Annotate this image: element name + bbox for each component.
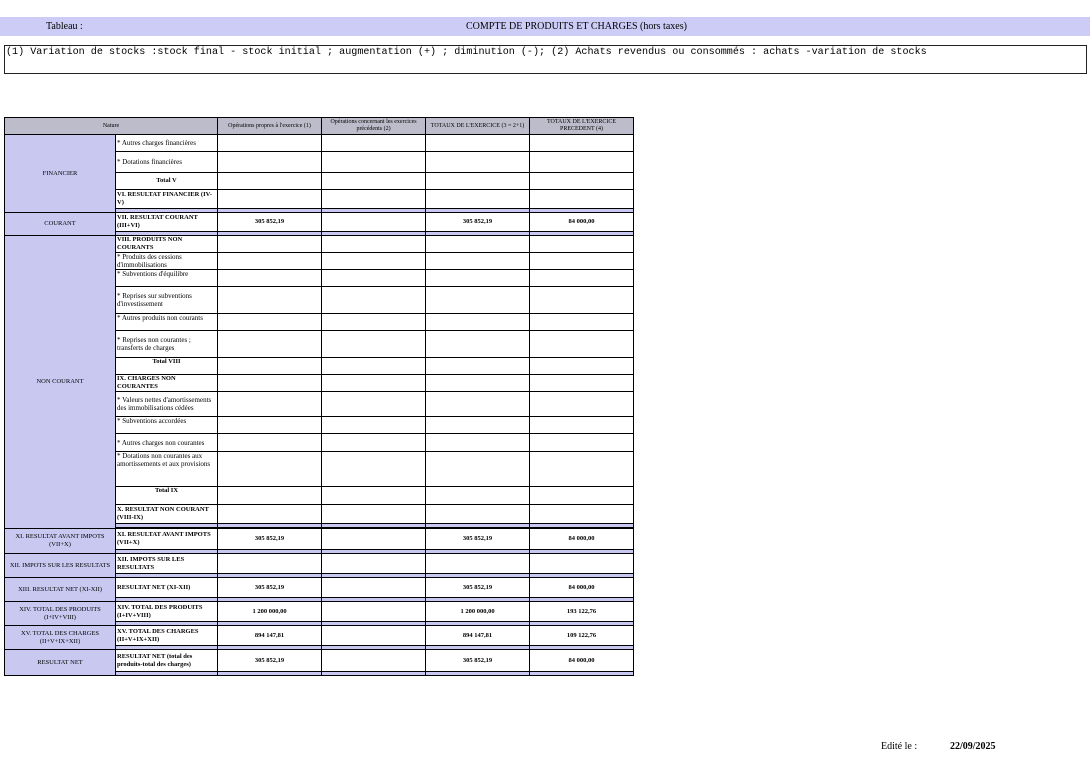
cell-ops[interactable]	[218, 173, 322, 190]
cell-totals[interactable]	[426, 314, 530, 331]
col-header-totals: TOTAUX DE L'EXERCICE (3 = 2+1)	[426, 118, 530, 135]
cell-prev-ops[interactable]	[322, 173, 426, 190]
table-row	[5, 554, 634, 574]
cell-prev-totals[interactable]: 84 000,00	[530, 529, 634, 550]
cell-prev-ops[interactable]	[322, 505, 426, 524]
cell-prev-totals[interactable]: 84 000,00	[530, 650, 634, 672]
row-label: * Dotations financières	[116, 152, 218, 173]
row-label: * Subventions d'équilibre	[116, 270, 218, 287]
cell-ops[interactable]	[218, 253, 322, 270]
row-label: RESULTAT NET (total des produits-total des charges)	[116, 650, 218, 672]
cell-prev-ops[interactable]	[322, 190, 426, 209]
row-label: IX. CHARGES NON COURANTES	[116, 375, 218, 392]
section-non-courant: NON COURANT	[5, 236, 116, 529]
cell-prev-totals[interactable]	[530, 253, 634, 270]
row-label: * Valeurs nettes d'amortissements des immobilisations cédées	[116, 392, 218, 417]
section-courant: COURANT	[5, 213, 116, 236]
row-label: Total VIII	[116, 358, 218, 375]
table-row	[5, 626, 634, 646]
row-label: * Produits des cessions d'immobilisations	[116, 253, 218, 270]
cell-totals[interactable]: 305 852,19	[426, 578, 530, 598]
cell-prev-totals[interactable]	[530, 417, 634, 434]
section-resultat-net: RESULTAT NET	[5, 650, 116, 676]
cell-prev-totals[interactable]	[530, 173, 634, 190]
cell-totals[interactable]	[426, 190, 530, 209]
cell-prev-ops[interactable]	[322, 602, 426, 622]
cell-ops[interactable]	[218, 190, 322, 209]
row-label: * Subventions accordées	[116, 417, 218, 434]
cell-ops[interactable]: 305 852,19	[218, 578, 322, 598]
table-row	[5, 135, 634, 152]
cell-ops[interactable]: 305 852,19	[218, 213, 322, 232]
cell-totals[interactable]	[426, 173, 530, 190]
cell-ops[interactable]	[218, 358, 322, 375]
cell-prev-totals[interactable]: 84 000,00	[530, 213, 634, 232]
cell-ops[interactable]: 305 852,19	[218, 529, 322, 550]
notes-box: (1) Variation de stocks :stock final - stock initial ; augmentation (+) ; diminution (-); (2) Achats revendus ou consommés : achats -variation de stocks	[4, 45, 1087, 74]
cell-prev-totals[interactable]	[530, 270, 634, 287]
cell-ops[interactable]	[218, 392, 322, 417]
cell-prev-ops[interactable]	[322, 650, 426, 672]
cell-prev-totals[interactable]: 84 000,00	[530, 578, 634, 598]
cell-prev-totals[interactable]	[530, 331, 634, 358]
cell-prev-totals[interactable]: 109 122,76	[530, 626, 634, 646]
cell-prev-totals[interactable]	[530, 190, 634, 209]
cell-ops[interactable]: 305 852,19	[218, 650, 322, 672]
cell-ops[interactable]: 894 147,81	[218, 626, 322, 646]
cell-prev-totals[interactable]	[530, 358, 634, 375]
row-label: * Autres produits non courants	[116, 314, 218, 331]
cell-totals[interactable]	[426, 417, 530, 434]
cell-prev-totals[interactable]	[530, 236, 634, 253]
cell-totals[interactable]: 305 852,19	[426, 650, 530, 672]
row-label: * Autres charges financières	[116, 135, 218, 152]
cell-prev-ops[interactable]	[322, 253, 426, 270]
table-header-row	[5, 118, 634, 135]
cell-prev-ops[interactable]	[322, 236, 426, 253]
table-row	[5, 602, 634, 622]
row-label: VII. RESULTAT COURANT (III+VI)	[116, 213, 218, 232]
cell-totals[interactable]	[426, 452, 530, 487]
cell-prev-totals[interactable]	[530, 287, 634, 314]
cell-prev-ops[interactable]	[322, 358, 426, 375]
row-label: XI. RESULTAT AVANT IMPOTS (VII+X)	[116, 529, 218, 550]
cell-totals[interactable]	[426, 358, 530, 375]
cell-ops[interactable]	[218, 417, 322, 434]
cell-prev-totals[interactable]	[530, 505, 634, 524]
row-label: XIV. TOTAL DES PRODUITS (I+IV+VIII)	[116, 602, 218, 622]
cell-prev-totals[interactable]	[530, 554, 634, 574]
row-label: * Dotations non courantes aux amortissements et aux provisions	[116, 452, 218, 487]
cell-prev-ops[interactable]	[322, 331, 426, 358]
cell-prev-ops[interactable]	[322, 578, 426, 598]
cell-prev-totals[interactable]	[530, 314, 634, 331]
cell-totals[interactable]: 305 852,19	[426, 213, 530, 232]
cell-totals[interactable]	[426, 505, 530, 524]
cell-ops[interactable]	[218, 487, 322, 505]
cell-prev-ops[interactable]	[322, 554, 426, 574]
col-header-prev-ops: Opérations concernant les exercices précédents (2)	[322, 118, 426, 135]
row-label: Total V	[116, 173, 218, 190]
cell-prev-ops[interactable]	[322, 270, 426, 287]
cell-ops[interactable]	[218, 452, 322, 487]
cell-prev-ops[interactable]	[322, 375, 426, 392]
cell-prev-totals[interactable]	[530, 375, 634, 392]
cell-prev-totals[interactable]	[530, 152, 634, 173]
cell-ops[interactable]	[218, 505, 322, 524]
cell-totals[interactable]	[426, 331, 530, 358]
section-financier: FINANCIER	[5, 135, 116, 213]
cell-ops[interactable]	[218, 434, 322, 452]
section-xv: XV. TOTAL DES CHARGES (II+V+IX+XII)	[5, 626, 116, 650]
cell-prev-ops[interactable]	[322, 529, 426, 550]
table-row	[5, 578, 634, 598]
row-label: VIII. PRODUITS NON COURANTS	[116, 236, 218, 253]
cell-prev-totals[interactable]	[530, 392, 634, 417]
cell-ops[interactable]: 1 200 000,00	[218, 602, 322, 622]
row-label: RESULTAT NET (XI-XII)	[116, 578, 218, 598]
row-label: Total IX	[116, 487, 218, 505]
section-xii: XII. IMPOTS SUR LES RESULTATS	[5, 554, 116, 578]
row-label: * Reprises sur subventions d'investissement	[116, 287, 218, 314]
cell-prev-ops[interactable]	[322, 314, 426, 331]
cell-totals[interactable]: 305 852,19	[426, 529, 530, 550]
cell-prev-ops[interactable]	[322, 626, 426, 646]
table-row	[5, 236, 634, 253]
row-label: X. RESULTAT NON COURANT (VIII-IX)	[116, 505, 218, 524]
cell-totals[interactable]	[426, 253, 530, 270]
cell-totals[interactable]: 1 200 000,00	[426, 602, 530, 622]
cell-prev-ops[interactable]	[322, 287, 426, 314]
cell-totals[interactable]	[426, 487, 530, 505]
cell-totals[interactable]	[426, 236, 530, 253]
col-header-nature: Nature	[5, 118, 218, 135]
section-xiv: XIV. TOTAL DES PRODUITS (I+IV+VIII)	[5, 602, 116, 626]
cell-totals[interactable]: 894 147,81	[426, 626, 530, 646]
cell-prev-ops[interactable]	[322, 487, 426, 505]
cell-prev-ops[interactable]	[322, 452, 426, 487]
cell-prev-ops[interactable]	[322, 417, 426, 434]
col-header-prev-totals: TOTAUX DE L'EXERCICE PRECEDENT (4)	[530, 118, 634, 135]
row-label: VI. RESULTAT FINANCIER (IV-V)	[116, 190, 218, 209]
cell-prev-ops[interactable]	[322, 392, 426, 417]
cell-ops[interactable]	[218, 152, 322, 173]
income-statement-table	[4, 117, 634, 676]
edit-date-value: 22/09/2025	[950, 741, 996, 752]
table-row	[5, 213, 634, 232]
edit-date-label: Edité le :	[881, 741, 918, 752]
section-xi: XI. RESULTAT AVANT IMPOTS (VII+X)	[5, 529, 116, 554]
cell-prev-ops[interactable]	[322, 213, 426, 232]
cell-prev-totals[interactable]	[530, 452, 634, 487]
col-header-ops: Opérations propres à l'exercice (1)	[218, 118, 322, 135]
report-title: COMPTE DE PRODUITS ET CHARGES (hors taxes)	[466, 21, 687, 32]
cell-totals[interactable]	[426, 135, 530, 152]
table-row	[5, 529, 634, 550]
cell-totals[interactable]	[426, 434, 530, 452]
row-label: * Autres charges non courantes	[116, 434, 218, 452]
cell-totals[interactable]	[426, 375, 530, 392]
tableau-label: Tableau :	[46, 21, 83, 32]
cell-ops[interactable]	[218, 314, 322, 331]
row-label: XV. TOTAL DES CHARGES (II+V+IX+XII)	[116, 626, 218, 646]
cell-prev-ops[interactable]	[322, 434, 426, 452]
cell-totals[interactable]	[426, 554, 530, 574]
table-row	[5, 650, 634, 672]
cell-totals[interactable]	[426, 287, 530, 314]
cell-prev-totals[interactable]	[530, 135, 634, 152]
cell-prev-ops[interactable]	[322, 135, 426, 152]
cell-ops[interactable]	[218, 331, 322, 358]
cell-prev-totals[interactable]	[530, 487, 634, 505]
cell-prev-totals[interactable]: 193 122,76	[530, 602, 634, 622]
report-header-bar	[0, 17, 1090, 36]
cell-ops[interactable]	[218, 236, 322, 253]
cell-prev-totals[interactable]	[530, 434, 634, 452]
row-label: XII. IMPOTS SUR LES RESULTATS	[116, 554, 218, 574]
cell-ops[interactable]	[218, 554, 322, 574]
row-label: * Reprises non courantes ; transferts de charges	[116, 331, 218, 358]
cell-ops[interactable]	[218, 287, 322, 314]
cell-ops[interactable]	[218, 135, 322, 152]
cell-totals[interactable]	[426, 392, 530, 417]
section-xiii: XIII. RESULTAT NET (XI-XII)	[5, 578, 116, 602]
cell-ops[interactable]	[218, 270, 322, 287]
cell-totals[interactable]	[426, 152, 530, 173]
cell-ops[interactable]	[218, 375, 322, 392]
cell-totals[interactable]	[426, 270, 530, 287]
cell-prev-ops[interactable]	[322, 152, 426, 173]
